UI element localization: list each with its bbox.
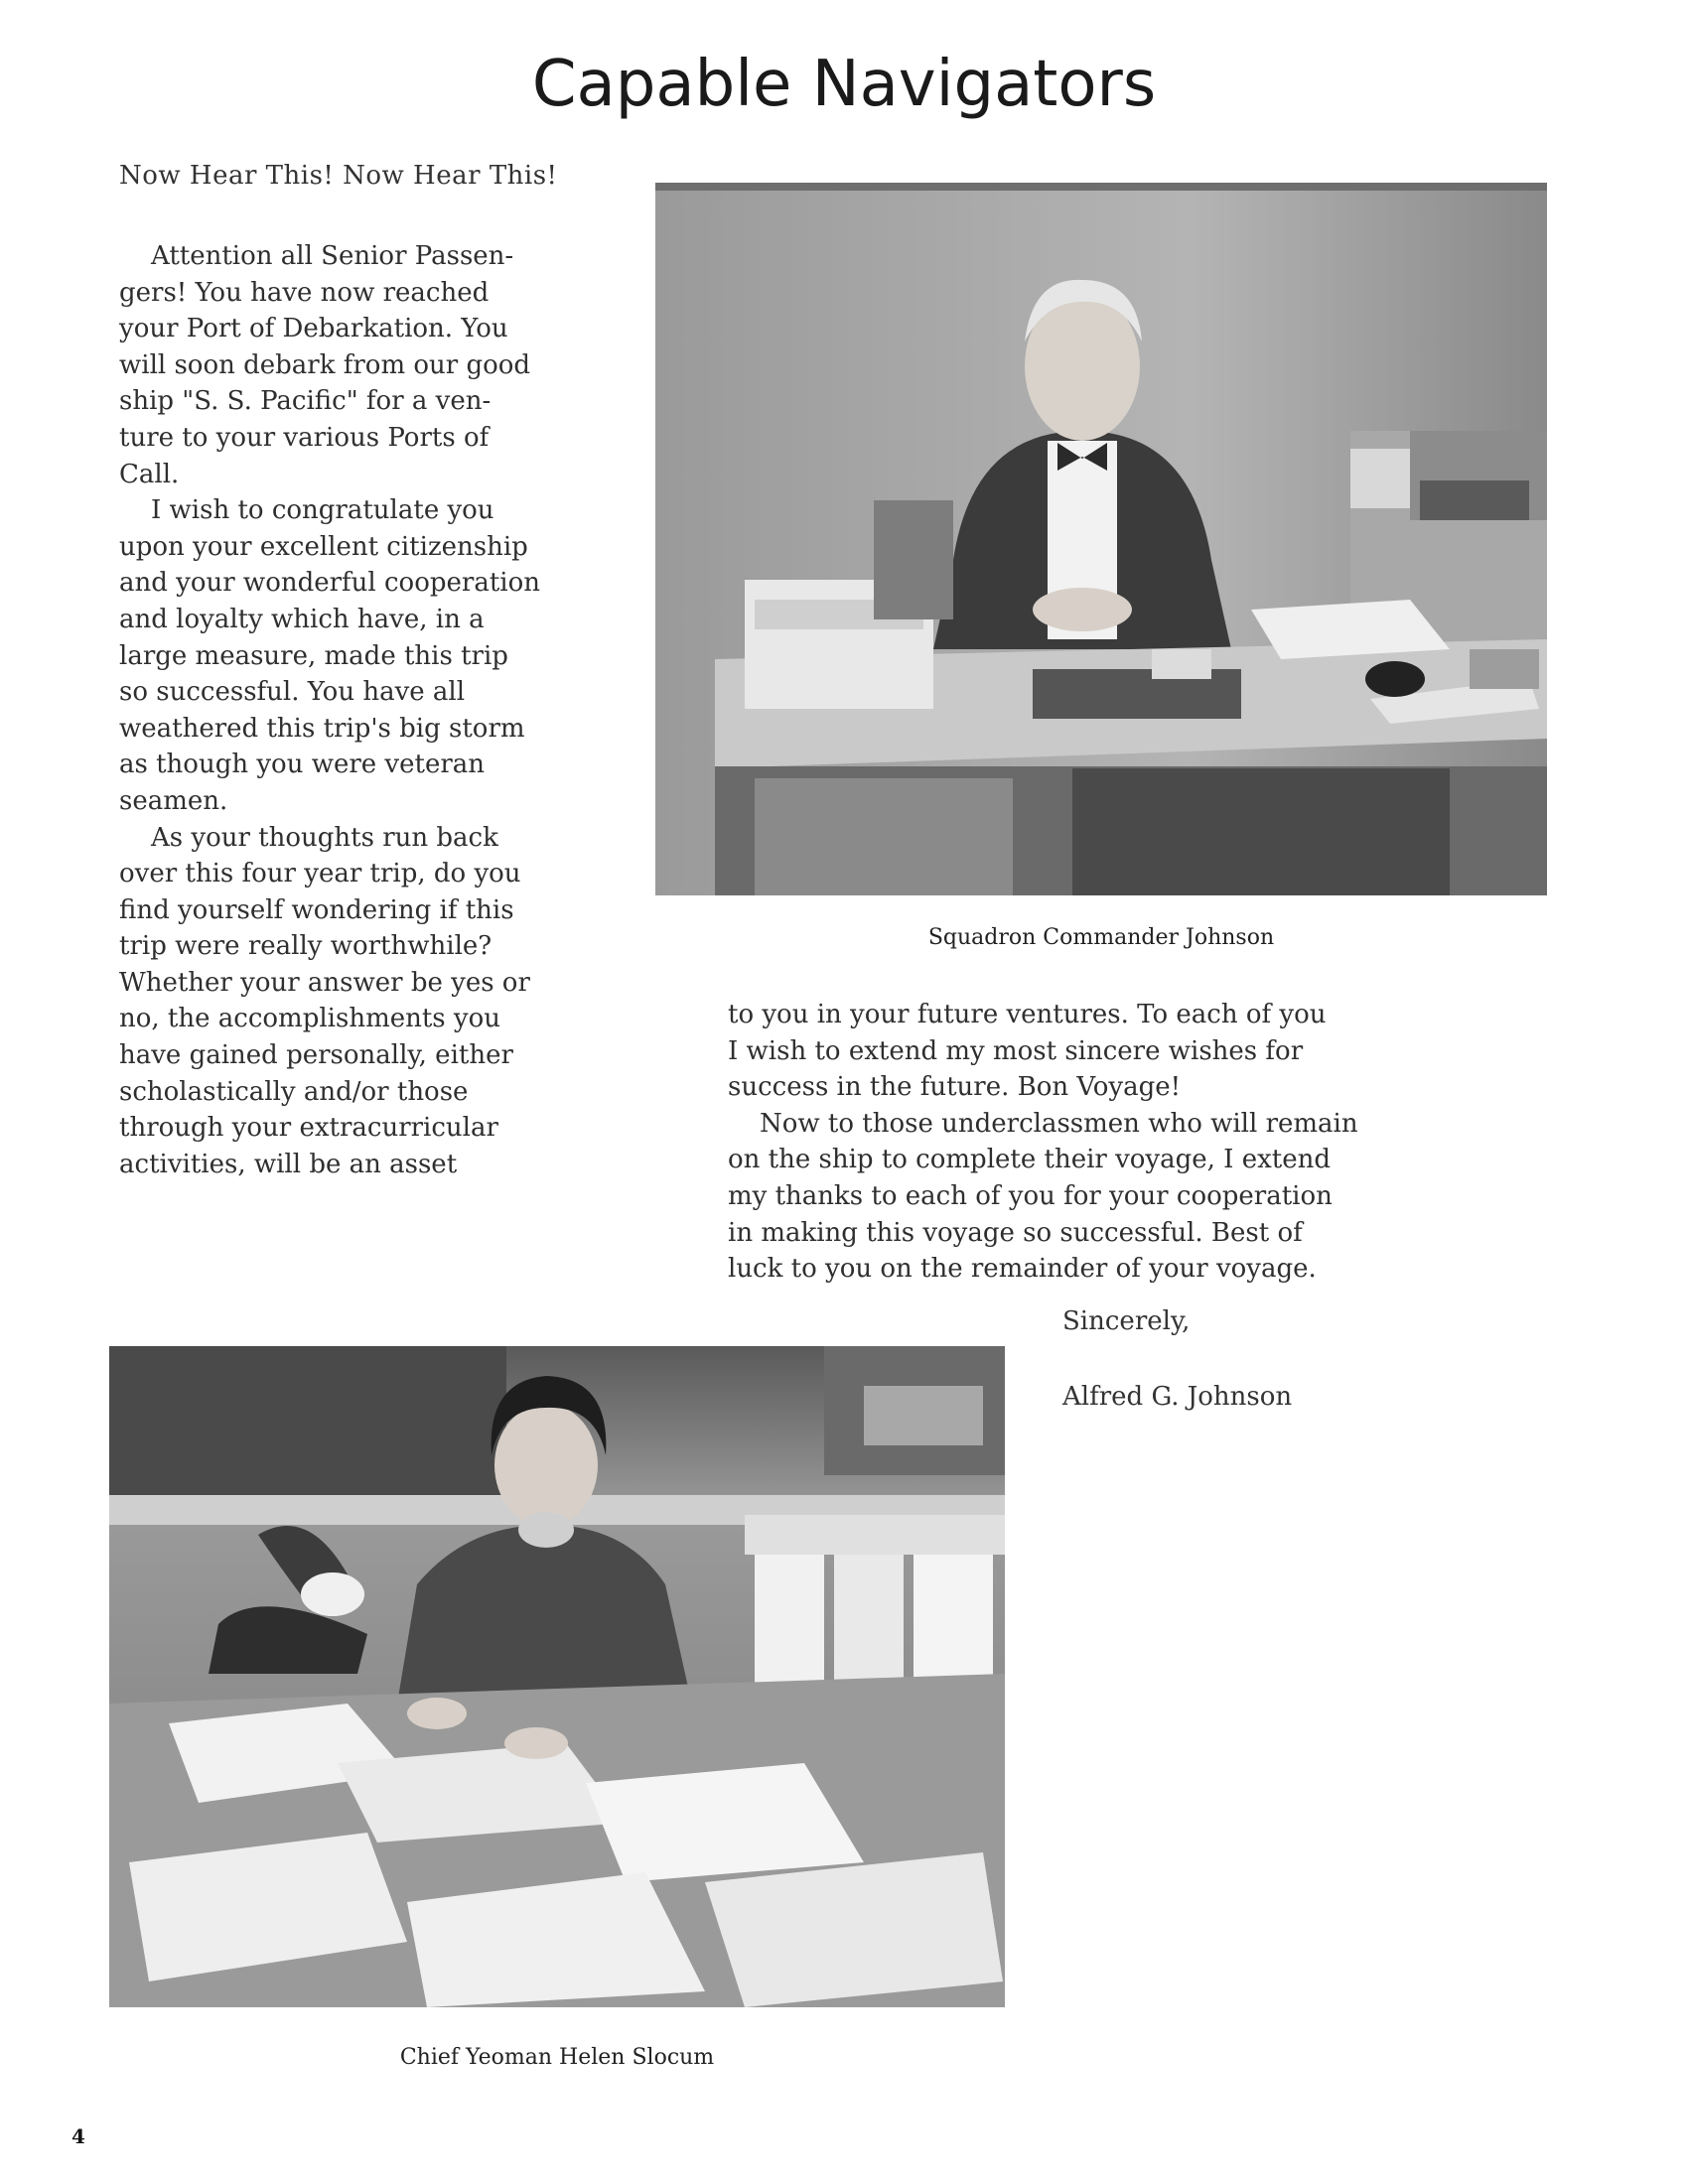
letter-left-column [119,238,635,1182]
letter-paragraph: Now to those underclassmen who will remain on the ship to complete their voyage, I extend my thanks to each of you for your cooperation in making this voyage so successful. Best of luck to you on the remainder of your voyage. [728,1108,1358,1285]
letter-closing: Sincerely, [1062,1306,1191,1336]
page-title: Capable Navigators [531,48,1157,121]
letter-heading: Now Hear This! Now Hear This! [119,161,558,191]
yeoman-photo-caption: Chief Yeoman Helen Slocum [399,2045,715,2070]
letter-paragraph: Attention all Senior Passen- gers! You have now reached your Port of Debarkation. You will soon debark from our good ship "S. S. Pacific" for a ven- ture to your various Ports of Call. [119,241,531,489]
letter-signature: Alfred G. Johnson [1062,1382,1293,1412]
letter-paragraph: to you in your future ventures. To each of you I wish to extend my most sincere wishes for success in the future. Bon Voyage! [728,1000,1327,1103]
yeoman-photo [109,1346,1005,2007]
letter-paragraph: As your thoughts run back over this four year trip, do you find yourself wondering if this trip were really worthwhile? Whether your answer be yes or no, the accomplishments you have gained personally, either scholastically and/or those through your extracurricular activities, will be an asset [119,822,530,1179]
page-number: 4 [71,2124,85,2148]
commander-photo [655,183,1547,895]
letter-paragraph: I wish to congratulate you upon your excellent citizenship and your wonderful cooperation and loyalty which have, in a large measure, made this trip so successful. You have all weathered this trip's big storm as though you were veteran seamen. [119,495,540,816]
commander-photo-caption: Squadron Commander Johnson [927,925,1275,950]
letter-right-column [728,997,1443,1288]
